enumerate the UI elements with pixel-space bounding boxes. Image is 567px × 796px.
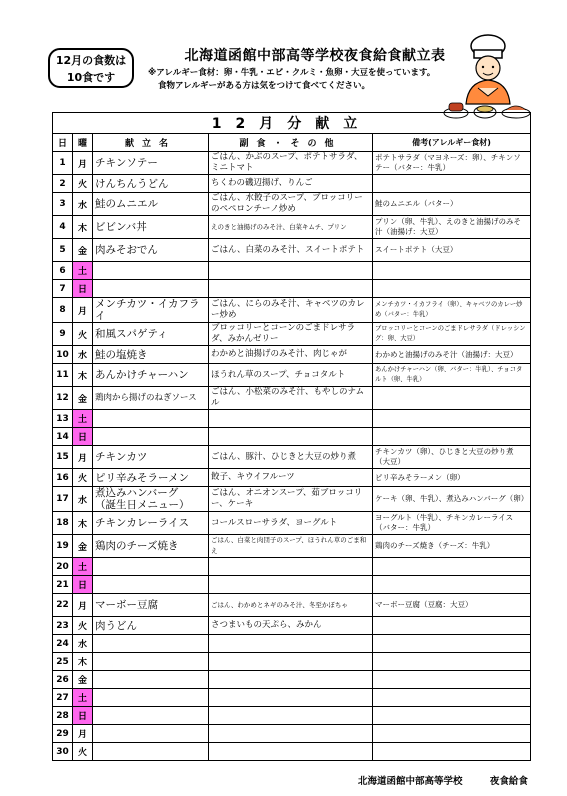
day-cell: 17 [53,487,73,512]
menu-name-cell: 肉みそおでん [93,239,209,262]
table-row [53,152,531,175]
table-row [53,558,531,576]
side-dish-cell [209,635,373,653]
table-row [53,262,531,280]
col-header-menu: 献立名 [93,134,209,152]
day-cell: 5 [53,239,73,262]
side-dish-cell: ごはん、白菜と肉団子のスープ、ほうれん草のごま和え [209,535,373,558]
menu-name-cell: メンチカツ・イカフライ [93,298,209,323]
side-dish-cell [209,410,373,428]
weekday-cell: 水 [73,635,93,653]
weekday-cell: 日 [73,428,93,446]
day-cell: 30 [53,743,73,761]
menu-name-cell [93,262,209,280]
menu-name-cell [93,428,209,446]
weekday-cell: 木 [73,512,93,535]
table-row [53,193,531,216]
day-cell: 9 [53,323,73,346]
day-cell: 25 [53,653,73,671]
side-dish-cell [209,558,373,576]
weekday-cell: 月 [73,594,93,617]
side-dish-cell [209,576,373,594]
table-row [53,725,531,743]
page-title: 北海道函館中部高等学校夜食給食献立表 [184,48,446,64]
allergy-notes-cell: 鶏肉のチーズ焼き（チーズ：牛乳） [373,535,531,558]
col-header-side: 副食・その他 [209,134,373,152]
allergy-notes-cell [373,743,531,761]
side-dish-cell [209,689,373,707]
table-row [53,428,531,446]
table-row [53,576,531,594]
table-row [53,346,531,364]
allergy-notice-line2: 食物アレルギーがある方は気をつけて食べてください。 [158,81,370,91]
weekday-cell: 月 [73,152,93,175]
weekday-cell: 日 [73,280,93,298]
weekday-cell: 金 [73,671,93,689]
meal-count-line2: 10食です [66,71,116,84]
day-cell: 21 [53,576,73,594]
allergy-notes-cell [373,387,531,410]
side-dish-cell [209,280,373,298]
weekday-cell: 水 [73,346,93,364]
side-dish-cell: ちくわの磯辺揚げ、りんご [209,175,373,193]
day-cell: 18 [53,512,73,535]
day-cell: 19 [53,535,73,558]
allergy-notes-cell: ポテトサラダ（マヨネーズ：卵）、チキンソテー（バター：牛乳） [373,152,531,175]
menu-name-cell [93,707,209,725]
menu-name-cell: ビビンバ丼 [93,216,209,239]
menu-name-cell: チキンカツ [93,446,209,469]
side-dish-cell: さつまいもの天ぷら、みかん [209,617,373,635]
menu-name-cell: マーボー豆腐 [93,594,209,617]
weekday-cell: 日 [73,576,93,594]
side-dish-cell [209,743,373,761]
table-row [53,298,531,323]
weekday-cell: 水 [73,193,93,216]
table-row [53,216,531,239]
table-row [53,323,531,346]
side-dish-cell: ほうれん草のスープ、チョコタルト [209,364,373,387]
side-dish-cell: ごはん、白菜のみそ汁、スイートポテト [209,239,373,262]
day-cell: 6 [53,262,73,280]
side-dish-cell [209,653,373,671]
allergy-notes-cell: わかめと油揚げのみそ汁（油揚げ：大豆） [373,346,531,364]
allergy-notes-cell [373,558,531,576]
weekday-cell: 月 [73,446,93,469]
allergy-notes-cell [373,428,531,446]
allergy-notes-cell [373,262,531,280]
table-row [53,743,531,761]
meal-count-line1: 12月の食数は [55,54,127,67]
day-cell: 8 [53,298,73,323]
day-cell: 3 [53,193,73,216]
weekday-cell: 金 [73,535,93,558]
menu-name-cell [93,653,209,671]
day-cell: 27 [53,689,73,707]
day-cell: 22 [53,594,73,617]
side-dish-cell: ごはん、水餃子のスープ、ブロッコリーのペペロンチーノ炒め [209,193,373,216]
weekday-cell: 火 [73,175,93,193]
weekday-cell: 木 [73,653,93,671]
weekday-cell: 火 [73,469,93,487]
menu-name-cell [93,576,209,594]
table-row [53,707,531,725]
menu-name-cell: ピリ辛みそラーメン [93,469,209,487]
allergy-notes-cell: プリン（卵、牛乳）、えのきと油揚げのみそ汁（油揚げ：大豆） [373,216,531,239]
side-dish-cell [209,428,373,446]
table-row [53,512,531,535]
allergy-notes-cell [373,617,531,635]
allergy-notice [148,67,478,93]
col-header-weekday: 曜 [73,134,93,152]
day-cell: 10 [53,346,73,364]
weekday-cell: 木 [73,216,93,239]
day-cell: 12 [53,387,73,410]
menu-name-cell: けんちんうどん [93,175,209,193]
side-dish-cell [209,262,373,280]
allergy-notes-cell [373,689,531,707]
allergy-notes-cell [373,410,531,428]
side-dish-cell: ごはん、かぶのスープ、ポテトサラダ、ミニトマト [209,152,373,175]
menu-name-cell [93,725,209,743]
day-cell: 29 [53,725,73,743]
table-row [53,487,531,512]
footer-dept: 夜食給食 [489,776,528,787]
table-row [53,671,531,689]
menu-table [52,112,531,761]
weekday-cell: 土 [73,410,93,428]
allergy-notice-line1: ※アレルギー食材：卵・牛乳・エビ・クルミ・魚卵・大豆を使っています。 [148,68,436,78]
table-row [53,239,531,262]
menu-name-cell [93,689,209,707]
allergy-notes-cell [373,707,531,725]
footer-school: 北海道函館中部高等学校 [358,776,463,787]
weekday-cell: 月 [73,725,93,743]
menu-name-cell [93,671,209,689]
table-row [53,387,531,410]
allergy-notes-cell: ケーキ（卵、牛乳）、煮込みハンバーグ（卵） [373,487,531,512]
menu-name-cell [93,635,209,653]
day-cell: 23 [53,617,73,635]
allergy-notes-cell: チキンカツ（卵）、ひじきと大豆の炒り煮（大豆） [373,446,531,469]
side-dish-cell: ブロッコリーとコーンのごまドレサラダ、みかんゼリー [209,323,373,346]
menu-name-cell: 和風スパゲティ [93,323,209,346]
menu-name-cell: 鶏肉のチーズ焼き [93,535,209,558]
side-dish-cell: コールスローサラダ、ヨーグルト [209,512,373,535]
side-dish-cell: えのきと油揚げのみそ汁、白菜キムチ、プリン [209,216,373,239]
side-dish-cell [209,671,373,689]
side-dish-cell [209,707,373,725]
menu-name-cell [93,558,209,576]
allergy-notes-cell: 鮭のムニエル（バター） [373,193,531,216]
allergy-notes-cell: メンチカツ・イカフライ（卵）、キャベツのカレー炒め（バター：牛乳） [373,298,531,323]
menu-name-cell [93,280,209,298]
footer [358,773,528,787]
weekday-cell: 木 [73,364,93,387]
day-cell: 26 [53,671,73,689]
day-cell: 7 [53,280,73,298]
weekday-cell: 土 [73,262,93,280]
table-row [53,469,531,487]
menu-name-cell: あんかけチャーハン [93,364,209,387]
weekday-cell: 金 [73,387,93,410]
allergy-notes-cell [373,671,531,689]
weekday-cell: 水 [73,487,93,512]
table-row [53,446,531,469]
weekday-cell: 金 [73,239,93,262]
day-cell: 14 [53,428,73,446]
allergy-notes-cell [373,576,531,594]
day-cell: 11 [53,364,73,387]
allergy-notes-cell [373,725,531,743]
table-heading: 12月分献立 [53,113,531,134]
menu-name-cell [93,410,209,428]
menu-name-cell: 鮭のムニエル [93,193,209,216]
weekday-cell: 日 [73,707,93,725]
side-dish-cell: ごはん、豚汁、ひじきと大豆の炒り煮 [209,446,373,469]
side-dish-cell: 餃子、キウイフルーツ [209,469,373,487]
allergy-notes-cell: ヨーグルト（牛乳）、チキンカレーライス（バター：牛乳） [373,512,531,535]
table-row [53,653,531,671]
menu-name-cell: チキンカレーライス [93,512,209,535]
menu-name-cell: 煮込みハンバーグ （誕生日メニュー） [93,487,209,512]
side-dish-cell: ごはん、にらのみそ汁、キャベツのカレー炒め [209,298,373,323]
table-row [53,689,531,707]
allergy-notes-cell: ブロッコリーとコーンのごまドレサラダ（ドレッシング：卵、大豆） [373,323,531,346]
column-header-row [53,134,531,152]
table-row [53,635,531,653]
day-cell: 4 [53,216,73,239]
side-dish-cell: ごはん、オニオンスープ、茹ブロッコリー、ケーキ [209,487,373,512]
weekday-cell: 火 [73,743,93,761]
day-cell: 16 [53,469,73,487]
allergy-notes-cell: マーボー豆腐（豆腐：大豆） [373,594,531,617]
allergy-notes-cell: ピリ辛みそラーメン（卵） [373,469,531,487]
day-cell: 2 [53,175,73,193]
weekday-cell: 火 [73,617,93,635]
col-header-notes: 備考(アレルギー食材) [373,134,531,152]
menu-name-cell: チキンソテー [93,152,209,175]
weekday-cell: 月 [73,298,93,323]
day-cell: 20 [53,558,73,576]
side-dish-cell: ごはん、小松菜のみそ汁、もやしのナムル [209,387,373,410]
day-cell: 24 [53,635,73,653]
table-row [53,364,531,387]
table-row [53,280,531,298]
day-cell: 1 [53,152,73,175]
menu-name-cell: 肉うどん [93,617,209,635]
menu-name-cell: 鮭の塩焼き [93,346,209,364]
side-dish-cell: ごはん、わかめとネギのみそ汁、冬至かぼちゃ [209,594,373,617]
day-cell: 28 [53,707,73,725]
allergy-notes-cell: スイートポテト（大豆） [373,239,531,262]
side-dish-cell: わかめと油揚げのみそ汁、肉じゃが [209,346,373,364]
menu-name-cell: 鶏肉から揚げのねぎソース [93,387,209,410]
table-row [53,617,531,635]
weekday-cell: 火 [73,323,93,346]
menu-name-cell [93,743,209,761]
meal-count-badge [48,48,134,88]
table-row [53,175,531,193]
weekday-cell: 土 [73,558,93,576]
table-heading-row [53,113,531,134]
side-dish-cell [209,725,373,743]
allergy-notes-cell [373,175,531,193]
allergy-notes-cell [373,280,531,298]
allergy-notes-cell: あんかけチャーハン（卵、バター：牛乳）、チョコタルト（卵、牛乳） [373,364,531,387]
table-row [53,594,531,617]
day-cell: 15 [53,446,73,469]
col-header-day: 日 [53,134,73,152]
allergy-notes-cell [373,635,531,653]
table-row [53,410,531,428]
day-cell: 13 [53,410,73,428]
table-row [53,535,531,558]
weekday-cell: 土 [73,689,93,707]
allergy-notes-cell [373,653,531,671]
